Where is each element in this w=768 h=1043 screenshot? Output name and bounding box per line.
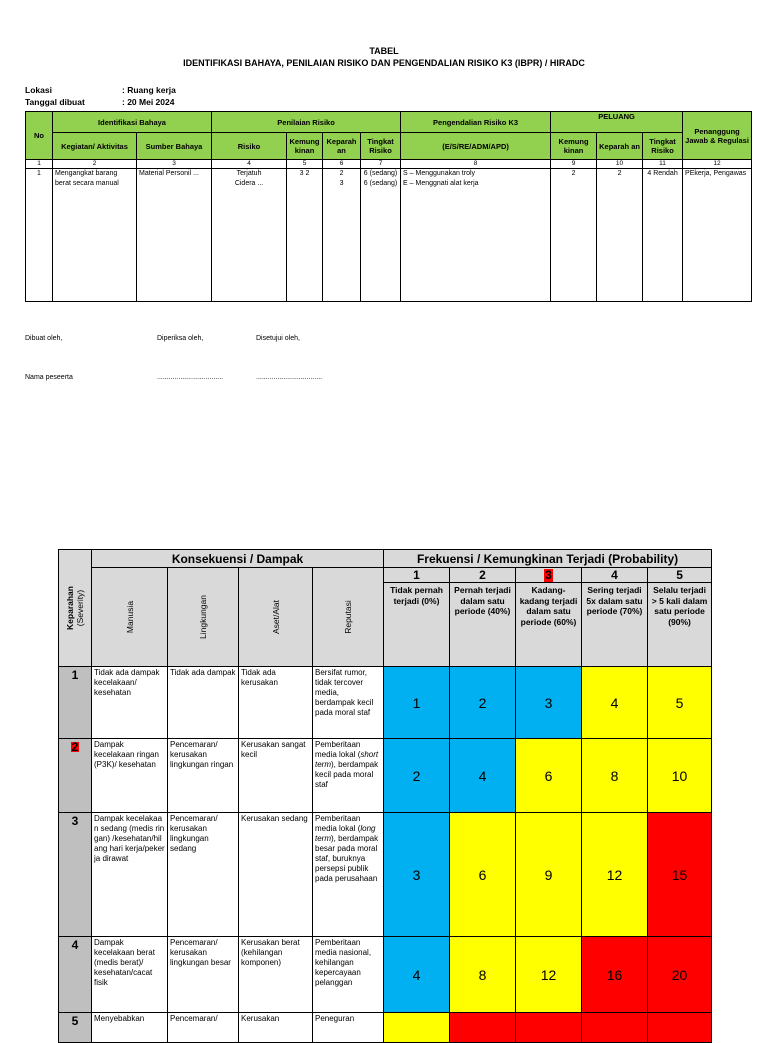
- konsekuensi-header: Konsekuensi / Dampak: [92, 550, 384, 568]
- col-kemungkinan: Kemung kinan: [287, 133, 323, 160]
- freq-desc: Tidak pernah terjadi (0%): [384, 583, 450, 667]
- risk-score-cell: 8: [582, 739, 648, 813]
- col-sumber: Sumber Bahaya: [137, 133, 212, 160]
- col-number: 2: [53, 160, 137, 169]
- group-peluang: PELUANG: [551, 112, 683, 133]
- col-pengendalian: (E/S/RE/ADM/APD): [401, 133, 551, 160]
- risk-score-cell: 5: [648, 667, 712, 739]
- impact-lingkungan: Pencemaran/: [168, 1013, 239, 1043]
- severity-level: 5: [59, 1013, 92, 1043]
- col-number: 11: [643, 160, 683, 169]
- cat-manusia: Manusia: [92, 568, 168, 667]
- freq-number: 3: [516, 568, 582, 583]
- risk-score-cell: 9: [516, 813, 582, 937]
- row-p-kemungkinan: 2: [551, 169, 597, 302]
- impact-aset: Kerusakan sangat kecil: [239, 739, 313, 813]
- risk-score-cell: 2: [450, 667, 516, 739]
- row-no: 1: [26, 169, 53, 302]
- row-kemungkinan: 3 2: [287, 169, 323, 302]
- group-identifikasi: Identifikasi Bahaya: [53, 112, 212, 133]
- table-row: [59, 937, 712, 1013]
- column-number-row: [26, 160, 752, 169]
- severity-header: [59, 550, 92, 667]
- severity-level: 1: [59, 667, 92, 739]
- impact-aset: Tidak ada kerusakan: [239, 667, 313, 739]
- table-row: [59, 813, 712, 937]
- impact-manusia: Dampak kecelakaan berat (medis berat)/ kesehatan/cacat fisik: [92, 937, 168, 1013]
- tanggal-value: : 20 Mei 2024: [122, 97, 175, 107]
- severity-label: Keparahan: [65, 586, 75, 630]
- severity-level: 4: [59, 937, 92, 1013]
- risk-score-cell: 6: [516, 739, 582, 813]
- risk-score-cell: [384, 1013, 450, 1043]
- disetujui-label: Disetujui oleh,: [256, 335, 300, 342]
- col-keparahan: Keparah an: [323, 133, 361, 160]
- table-row: [59, 1013, 712, 1043]
- col-risiko: Risiko: [212, 133, 287, 160]
- impact-reputasi: Pemberitaan media lokal (long term), berdampak besar pada moral staf, buruknya persepsi publik pada perusahaan: [313, 813, 384, 937]
- col-kegiatan: Kegiatan/ Aktivitas: [53, 133, 137, 160]
- impact-reputasi: Pemberitaan media lokal (short term), berdampak kecil pada moral staf: [313, 739, 384, 813]
- impact-aset: Kerusakan sedang: [239, 813, 313, 937]
- lokasi-value: : Ruang kerja: [122, 85, 176, 95]
- risk-score-cell: 8: [450, 937, 516, 1013]
- impact-reputasi: Peneguran: [313, 1013, 384, 1043]
- risk-score-cell: 1: [384, 667, 450, 739]
- impact-lingkungan: Pencemaran/ kerusakan lingkungan sedang: [168, 813, 239, 937]
- risk-score-cell: 4: [582, 667, 648, 739]
- col-number: 5: [287, 160, 323, 169]
- signature-line: ..................................: [256, 374, 323, 381]
- col-number: 10: [597, 160, 643, 169]
- col-number: 12: [683, 160, 752, 169]
- row-p-tingkat: 4 Rendah: [643, 169, 683, 302]
- group-pengendalian: Pengendalian Risiko K3: [401, 112, 551, 133]
- impact-reputasi: Pemberitaan media nasional, kehilangan kepercayaan pelanggan: [313, 937, 384, 1013]
- severity-sub: (Severity): [75, 589, 85, 627]
- risk-score-cell: 20: [648, 937, 712, 1013]
- risk-score-cell: 16: [582, 937, 648, 1013]
- cat-lingkungan: Lingkungan: [168, 568, 239, 667]
- risk-score-cell: 15: [648, 813, 712, 937]
- signature-line: ..................................: [157, 374, 224, 381]
- row-pengendalian: [401, 169, 551, 302]
- col-p-kemungkinan: Kemung kinan: [551, 133, 597, 160]
- row-kegiatan: Mengangkat barang berat secara manual: [53, 169, 137, 302]
- nama-peserta-label: Nama peseerta: [25, 374, 73, 381]
- severity-level: 3: [59, 813, 92, 937]
- impact-aset: Kerusakan: [239, 1013, 313, 1043]
- col-number: 4: [212, 160, 287, 169]
- freq-number: 2: [450, 568, 516, 583]
- impact-reputasi: Bersifat rumor, tidak tercover media, berdampak kecil pada moral staf: [313, 667, 384, 739]
- severity-level: 2: [59, 739, 92, 813]
- freq-number: 4: [582, 568, 648, 583]
- risk-score-cell: [516, 1013, 582, 1043]
- cat-aset: Aset/Alat: [239, 568, 313, 667]
- row-penanggung: PEkerja, Pengawas: [683, 169, 752, 302]
- risk-score-cell: 4: [384, 937, 450, 1013]
- col-tingkat: Tingkat Risiko: [361, 133, 401, 160]
- frekuensi-header: Frekuensi / Kemungkinan Terjadi (Probability): [384, 550, 712, 568]
- risk-score-cell: 10: [648, 739, 712, 813]
- form-title: TABEL: [369, 46, 399, 56]
- impact-manusia: Tidak ada dampak kecelakaan/ kesehatan: [92, 667, 168, 739]
- col-number: 7: [361, 160, 401, 169]
- impact-lingkungan: Pencemaran/ kerusakan lingkungan besar: [168, 937, 239, 1013]
- col-p-keparahan: Keparah an: [597, 133, 643, 160]
- risk-score-cell: 4: [450, 739, 516, 813]
- hiradc-table: [25, 111, 752, 302]
- impact-manusia: Dampak kecelakaan ringan (P3K)/ kesehatan: [92, 739, 168, 813]
- impact-lingkungan: Pencemaran/ kerusakan lingkungan ringan: [168, 739, 239, 813]
- risk-score-cell: [582, 1013, 648, 1043]
- col-no: No: [26, 112, 53, 160]
- impact-manusia: Dampak kecelakaan sedang (medis ringan) /kesehatan/hilang hari kerja/pekerja dirawat: [92, 813, 168, 937]
- lokasi-label: Lokasi: [25, 85, 52, 95]
- col-number: 8: [401, 160, 551, 169]
- row-risiko: Terjatuh Cidera ...: [212, 169, 287, 302]
- table-row: [59, 667, 712, 739]
- group-penanggung: Penanggung Jawab & Regulasi: [683, 112, 752, 160]
- risk-score-cell: 6: [450, 813, 516, 937]
- cat-reputasi: Reputasi: [313, 568, 384, 667]
- dibuat-label: Dibuat oleh,: [25, 335, 63, 342]
- risk-score-cell: [450, 1013, 516, 1043]
- risk-score-cell: 3: [384, 813, 450, 937]
- row-tingkat: 6 (sedang) 6 (sedang): [361, 169, 401, 302]
- table-row: [59, 739, 712, 813]
- col-number: 3: [137, 160, 212, 169]
- freq-desc: Kadang-kadang terjadi dalam satu periode (60%): [516, 583, 582, 667]
- group-penilaian: Penilaian Risiko: [212, 112, 401, 133]
- lokasi-row: [25, 85, 176, 95]
- pengendalian-item: E – Menggnati alat kerja: [403, 179, 479, 187]
- freq-desc: Selalu terjadi > 5 kali dalam satu periode (90%): [648, 583, 712, 667]
- col-number: 9: [551, 160, 597, 169]
- freq-number: 1: [384, 568, 450, 583]
- risk-score-cell: 12: [516, 937, 582, 1013]
- freq-desc: Sering terjadi 5x dalam satu periode (70%): [582, 583, 648, 667]
- row-keparahan: 2 3: [323, 169, 361, 302]
- risk-score-cell: 12: [582, 813, 648, 937]
- freq-desc: Pernah terjadi dalam satu periode (40%): [450, 583, 516, 667]
- col-number: 1: [26, 160, 53, 169]
- risk-matrix: [58, 549, 712, 1043]
- table-row: [26, 169, 752, 302]
- diperiksa-label: Diperiksa oleh,: [157, 335, 204, 342]
- freq-number: 5: [648, 568, 712, 583]
- risk-score-cell: [648, 1013, 712, 1043]
- tanggal-label: Tanggal dibuat: [25, 97, 85, 107]
- impact-lingkungan: Tidak ada dampak: [168, 667, 239, 739]
- risk-score-cell: 2: [384, 739, 450, 813]
- row-sumber: Material Personil ...: [137, 169, 212, 302]
- impact-manusia: Menyebabkan: [92, 1013, 168, 1043]
- impact-aset: Kerusakan berat (kehilangan komponen): [239, 937, 313, 1013]
- pengendalian-item: S – Menggunakan troly: [403, 170, 476, 177]
- form-subtitle: IDENTIFIKASI BAHAYA, PENILAIAN RISIKO DAN PENGENDALIAN RISIKO K3 (IBPR) / HIRADC: [183, 58, 585, 68]
- risk-score-cell: 3: [516, 667, 582, 739]
- row-p-keparahan: 2: [597, 169, 643, 302]
- tanggal-row: [25, 97, 174, 107]
- col-p-tingkat: Tingkat Risiko: [643, 133, 683, 160]
- col-number: 6: [323, 160, 361, 169]
